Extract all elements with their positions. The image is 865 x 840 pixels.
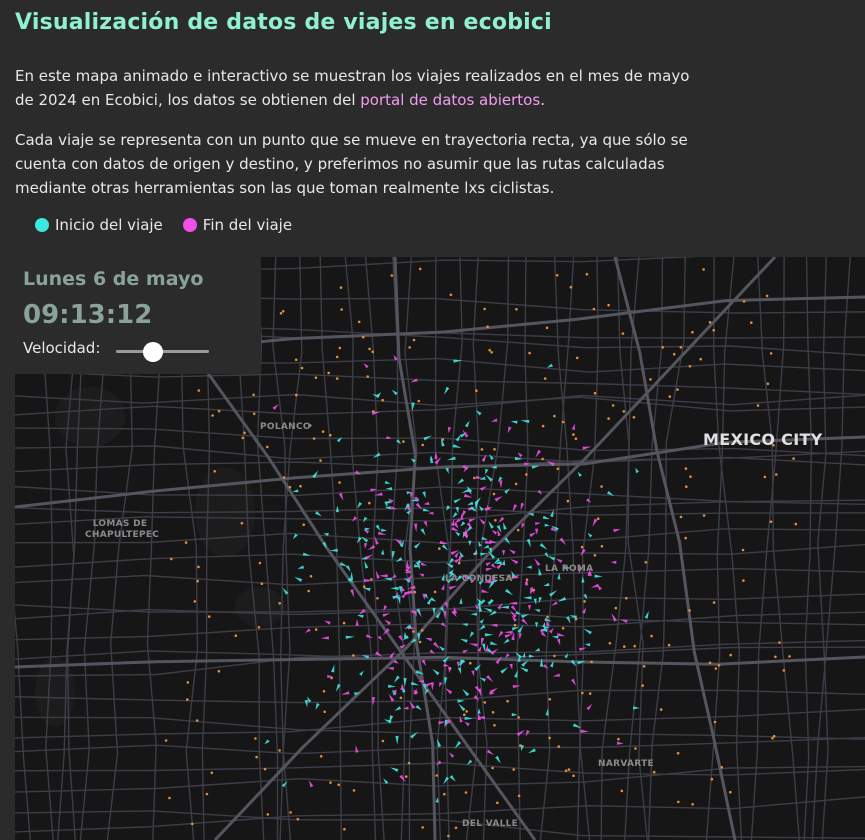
bike-station-marker [278, 749, 281, 752]
bike-station-marker [556, 274, 559, 277]
bike-station-marker [546, 327, 549, 330]
bike-station-marker [206, 793, 209, 796]
bike-station-marker [187, 681, 190, 684]
bike-station-marker [703, 514, 706, 517]
bike-station-marker [421, 826, 424, 829]
bike-station-marker [575, 437, 578, 440]
bike-station-marker [241, 522, 244, 525]
legend-item-start [35, 216, 163, 234]
bike-station-marker [336, 377, 339, 380]
intro-end: . [540, 91, 545, 109]
bike-station-marker [572, 433, 575, 436]
bike-station-marker [283, 476, 286, 479]
bike-station-marker [353, 789, 356, 792]
bike-station-marker [242, 437, 245, 440]
bike-station-marker [218, 670, 221, 673]
bike-station-marker [549, 698, 552, 701]
bike-station-marker [264, 768, 267, 771]
bike-station-marker [198, 389, 201, 392]
bike-station-marker [581, 546, 584, 549]
bike-station-marker [773, 735, 776, 738]
bike-station-marker [261, 582, 264, 585]
bike-station-marker [568, 768, 571, 771]
bike-station-marker [757, 404, 760, 407]
bike-station-marker [488, 349, 491, 352]
bike-station-marker [490, 351, 493, 354]
bike-station-marker [783, 669, 786, 672]
bike-station-marker [481, 448, 484, 451]
bike-station-marker [282, 310, 285, 313]
bike-station-marker [623, 410, 626, 413]
bike-station-marker [709, 662, 712, 665]
bike-station-marker [402, 440, 405, 443]
bike-station-marker [512, 768, 515, 771]
bike-station-marker [715, 667, 718, 670]
bike-station-marker [213, 470, 216, 473]
bike-station-marker [408, 762, 411, 765]
bike-station-marker [358, 321, 361, 324]
bike-station-marker [567, 500, 570, 503]
bike-station-marker [767, 383, 770, 386]
bike-station-marker [438, 547, 441, 550]
bike-station-marker [381, 399, 384, 402]
bike-station-marker [589, 692, 592, 695]
slider-thumb[interactable] [143, 342, 163, 362]
bike-station-marker [336, 356, 339, 359]
bike-station-marker [702, 268, 705, 271]
bike-station-marker [419, 641, 422, 644]
bike-station-marker [677, 752, 680, 755]
bike-station-marker [211, 414, 214, 417]
bike-station-marker [562, 627, 565, 630]
bike-station-marker [645, 561, 648, 564]
bike-station-marker [680, 516, 683, 519]
bike-station-marker [506, 700, 509, 703]
bike-station-marker [518, 795, 521, 798]
current-date: Lunes 6 de mayo [23, 268, 204, 290]
park-area [235, 587, 285, 627]
bike-station-marker [185, 541, 188, 544]
bike-station-marker [475, 389, 478, 392]
bike-station-marker [419, 268, 422, 271]
bike-station-marker [366, 375, 369, 378]
bike-station-marker [669, 395, 672, 398]
bike-station-marker [443, 793, 446, 796]
bike-station-marker [673, 353, 676, 356]
bike-station-marker [340, 286, 343, 289]
bike-station-marker [382, 740, 385, 743]
bike-station-marker [329, 781, 332, 784]
bike-station-marker [634, 747, 637, 750]
neighborhood-label-polanco: POLANCO [260, 422, 311, 432]
bike-station-marker [323, 690, 326, 693]
bike-station-marker [609, 642, 612, 645]
bike-station-marker [170, 558, 173, 561]
bike-station-marker [607, 417, 610, 420]
bike-station-marker [337, 784, 340, 787]
bike-station-marker [729, 654, 732, 657]
bike-station-marker [450, 294, 453, 297]
bike-station-marker [774, 656, 777, 659]
bike-station-marker [320, 755, 323, 758]
park-area [55, 387, 125, 447]
bike-station-marker [340, 308, 343, 311]
bike-station-marker [643, 665, 646, 668]
bike-station-marker [253, 413, 256, 416]
intro-paragraph [15, 64, 705, 112]
bike-station-marker [622, 332, 625, 335]
bike-station-marker [597, 517, 600, 520]
bike-station-marker [743, 300, 746, 303]
bike-station-marker [553, 655, 556, 658]
bike-station-marker [562, 421, 565, 424]
bike-station-marker [570, 286, 573, 289]
bike-station-marker [484, 701, 487, 704]
bike-station-marker [764, 476, 767, 479]
neighborhood-label-lomas: LOMAS DE CHAPULTEPEC [85, 519, 160, 540]
bike-station-marker [712, 329, 715, 332]
speed-slider[interactable] [116, 342, 209, 360]
bike-station-marker [600, 485, 603, 488]
bike-station-marker [473, 477, 476, 480]
legend-item-end [183, 216, 292, 234]
bike-station-marker [771, 737, 774, 740]
bike-station-marker [557, 468, 560, 471]
bike-station-marker [517, 529, 520, 532]
bike-station-marker [641, 684, 644, 687]
bike-station-marker [168, 797, 171, 800]
bike-station-marker [770, 352, 773, 355]
bike-station-marker [339, 347, 342, 350]
legend-end-label: Fin del viaje [202, 216, 293, 234]
bike-station-marker [368, 348, 371, 351]
bike-station-marker [572, 774, 575, 777]
bike-station-marker [400, 697, 403, 700]
bike-station-marker [343, 828, 346, 831]
bike-station-marker [327, 372, 330, 375]
bike-station-marker [208, 615, 211, 618]
bike-station-marker [601, 545, 604, 548]
bike-station-marker [486, 325, 489, 328]
bike-station-marker [565, 769, 568, 772]
bike-station-marker [301, 367, 304, 370]
bike-station-marker [413, 339, 416, 342]
bike-station-marker [541, 458, 544, 461]
bike-station-marker [483, 308, 486, 311]
bike-station-marker [676, 388, 679, 391]
bike-station-marker [211, 772, 214, 775]
bike-station-marker [376, 597, 379, 600]
bike-station-marker [688, 609, 691, 612]
bike-station-marker [315, 628, 318, 631]
bike-station-marker [594, 392, 597, 395]
bike-station-marker [766, 295, 769, 298]
bike-station-marker [668, 644, 671, 647]
bike-station-marker [546, 616, 549, 619]
bike-station-marker [594, 554, 597, 557]
bike-station-marker [750, 321, 753, 324]
bike-station-marker [302, 523, 305, 526]
bike-station-marker [795, 523, 798, 526]
bike-station-marker [362, 336, 365, 339]
bike-station-marker [542, 425, 545, 428]
bike-station-marker [280, 312, 283, 315]
page-title: Visualización de datos de viajes en ecobici [15, 10, 552, 35]
bike-station-marker [267, 813, 270, 816]
bike-station-marker [621, 790, 624, 793]
bike-station-marker [729, 791, 732, 794]
bike-station-marker [254, 737, 257, 740]
time-panel [15, 257, 261, 374]
bike-station-marker [492, 711, 495, 714]
bike-station-marker [491, 767, 494, 770]
current-time: 09:13:12 [23, 300, 153, 330]
bike-station-marker [289, 486, 292, 489]
bike-station-marker [590, 661, 593, 664]
bike-station-marker [525, 473, 528, 476]
neighborhood-label-roma: LA ROMA [545, 564, 594, 574]
bike-station-marker [593, 308, 596, 311]
bike-station-marker [295, 394, 298, 397]
bike-station-marker [689, 365, 692, 368]
bike-station-marker [197, 566, 200, 569]
bike-station-marker [243, 432, 246, 435]
bike-station-marker [662, 346, 665, 349]
bike-station-marker [685, 485, 688, 488]
bike-station-marker [633, 645, 636, 648]
bike-station-marker [623, 645, 626, 648]
bike-station-marker [278, 602, 281, 605]
bike-station-marker [528, 352, 531, 355]
bike-station-marker [421, 629, 424, 632]
bike-station-marker [711, 778, 714, 781]
bike-station-marker [414, 591, 417, 594]
bike-station-marker [718, 664, 721, 667]
bike-station-marker [469, 662, 472, 665]
bike-station-marker [581, 692, 584, 695]
bike-station-marker [680, 346, 683, 349]
bike-station-marker [684, 537, 687, 540]
bike-station-marker [742, 579, 745, 582]
neighborhood-label-narvarte: NARVARTE [598, 759, 654, 769]
bike-station-marker [713, 601, 716, 604]
bike-station-marker [517, 716, 520, 719]
legend [35, 216, 312, 234]
bike-station-marker [447, 835, 450, 838]
neighborhood-label-delvalle: DEL VALLE [462, 819, 519, 829]
cyan-dot-icon [35, 218, 49, 232]
bike-station-marker [255, 756, 258, 759]
bike-station-marker [465, 710, 468, 713]
bike-station-marker [714, 721, 717, 724]
bike-station-marker [649, 378, 652, 381]
bike-station-marker [252, 394, 255, 397]
bike-station-marker [343, 622, 346, 625]
description-paragraph: Cada viaje se representa con un punto que se mueve en trayectoria recta, ya que sólo se cuenta con datos de origen y destino, y preferimos no asumir que las rutas calculadas mediante otras herramientas son las que toman realmente lxs ciclistas. [15, 131, 688, 197]
magenta-dot-icon [183, 218, 197, 232]
bike-station-marker [691, 331, 694, 334]
bike-station-marker [558, 745, 561, 748]
bike-station-marker [583, 600, 586, 603]
bike-station-marker [363, 585, 366, 588]
bike-station-marker [455, 827, 458, 830]
bike-station-marker [493, 448, 496, 451]
bike-station-marker [186, 698, 189, 701]
bike-station-marker [218, 410, 221, 413]
bike-station-marker [310, 575, 313, 578]
bike-station-marker [196, 719, 199, 722]
bike-station-marker [319, 459, 322, 462]
neighborhood-label-condesa: LA CONDESA [445, 574, 513, 584]
bike-station-marker [412, 630, 415, 633]
bike-station-marker [660, 708, 663, 711]
bike-station-marker [434, 591, 437, 594]
bike-station-marker [435, 774, 438, 777]
bike-station-marker [194, 600, 197, 603]
bike-station-marker [191, 823, 194, 826]
bike-station-marker [788, 655, 791, 658]
bike-station-marker [607, 304, 610, 307]
bike-station-marker [677, 801, 680, 804]
bike-station-marker [691, 803, 694, 806]
open-data-portal-link[interactable]: portal de datos abiertos [360, 91, 541, 109]
bike-station-marker [313, 437, 316, 440]
bike-station-marker [770, 520, 773, 523]
bike-station-marker [307, 590, 310, 593]
bike-station-marker [352, 654, 355, 657]
bike-station-marker [368, 502, 371, 505]
bike-station-marker [465, 791, 468, 794]
bike-station-marker [418, 400, 421, 403]
bike-station-marker [625, 597, 628, 600]
bike-station-marker [586, 273, 589, 276]
bike-station-marker [544, 377, 547, 380]
bike-station-marker [463, 713, 466, 716]
bike-station-marker [196, 580, 199, 583]
bike-station-marker [515, 308, 518, 311]
bike-station-marker [576, 357, 579, 360]
bike-station-marker [338, 481, 341, 484]
bike-station-marker [266, 446, 269, 449]
bike-station-marker [258, 626, 261, 629]
bike-station-marker [391, 274, 394, 277]
bike-station-marker [322, 430, 325, 433]
bike-station-marker [633, 416, 636, 419]
bike-station-marker [494, 519, 497, 522]
bike-station-marker [493, 493, 496, 496]
legend-start-label: Inicio del viaje [55, 216, 163, 234]
bike-station-marker [299, 485, 302, 488]
bike-station-marker [653, 771, 656, 774]
bike-station-marker [289, 811, 292, 814]
bike-station-marker [514, 624, 517, 627]
bike-station-marker [709, 321, 712, 324]
bike-station-marker [515, 483, 518, 486]
intro-text: En este mapa animado e interactivo se muestran los viajes realizados en el mes de mayo de 2024 en Ecobici, los datos se obtienen del [15, 67, 690, 109]
bike-station-marker [553, 415, 556, 418]
bike-station-marker [315, 376, 318, 379]
bike-station-marker [742, 549, 745, 552]
bike-station-marker [496, 802, 499, 805]
bike-station-marker [792, 457, 795, 460]
bike-station-marker [548, 737, 551, 740]
bike-station-marker [421, 444, 424, 447]
bike-station-marker [329, 434, 332, 437]
bike-station-marker [235, 634, 238, 637]
bike-station-marker [612, 404, 615, 407]
bike-station-marker [371, 351, 374, 354]
bike-station-marker [323, 711, 326, 714]
bike-station-marker [408, 346, 411, 349]
bike-station-marker [493, 724, 496, 727]
bike-station-marker [699, 358, 702, 361]
bike-station-marker [617, 738, 620, 741]
bike-station-marker [259, 562, 262, 565]
bike-station-marker [721, 766, 724, 769]
bike-station-marker [650, 635, 653, 638]
bike-station-marker [165, 739, 168, 742]
bike-station-marker [295, 359, 298, 362]
bike-station-marker [775, 473, 778, 476]
bike-station-marker [405, 775, 408, 778]
bike-station-marker [689, 475, 692, 478]
bike-station-marker [685, 467, 688, 470]
bike-station-marker [615, 607, 618, 610]
city-label: MEXICO CITY [703, 430, 823, 449]
bike-station-marker [297, 818, 300, 821]
speed-label: Velocidad: [23, 339, 101, 357]
bike-station-marker [778, 641, 781, 644]
